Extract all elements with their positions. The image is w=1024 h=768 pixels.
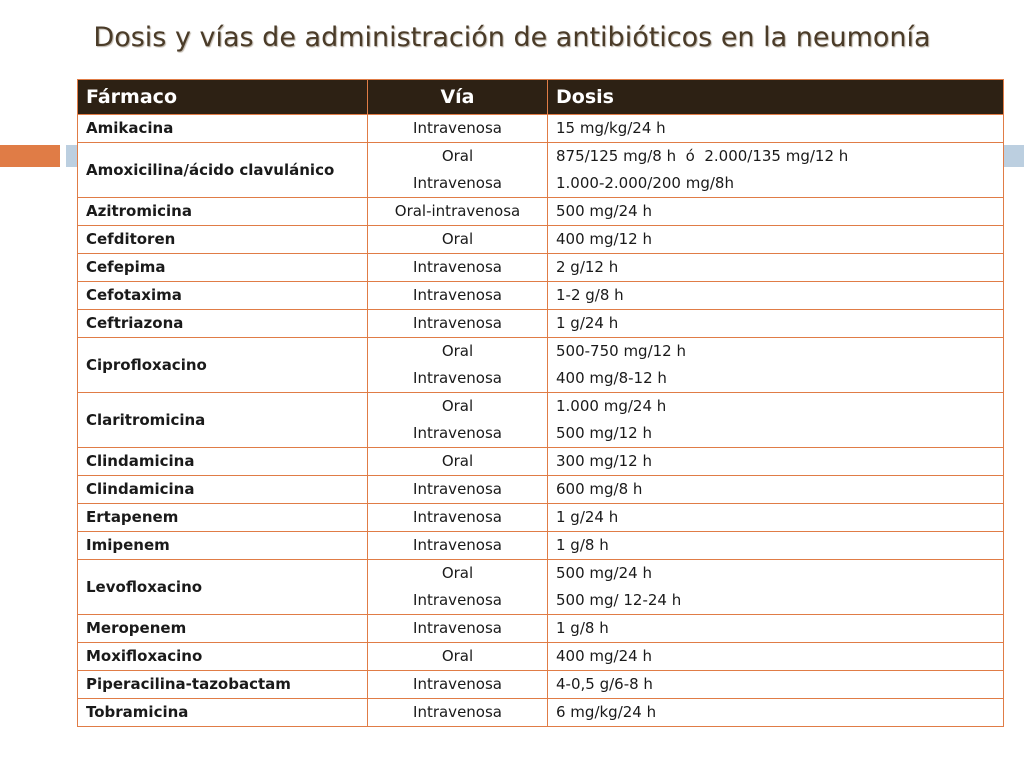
administration-route <box>368 310 548 338</box>
antibiotic-dosage-table <box>77 79 1004 727</box>
table-row <box>78 671 1004 699</box>
route-line: Intravenosa <box>413 369 502 387</box>
drug-name: Cefepima <box>78 254 368 282</box>
drug-name: Azitromicina <box>78 198 368 226</box>
dose <box>548 615 1004 643</box>
route-line: Intravenosa <box>413 424 502 442</box>
drug-name: Ceftriazona <box>78 310 368 338</box>
drug-name: Moxifloxacino <box>78 643 368 671</box>
administration-route <box>368 671 548 699</box>
administration-route <box>368 643 548 671</box>
table-row <box>78 226 1004 254</box>
route-line: Intravenosa <box>413 619 502 637</box>
drug-name: Cefotaxima <box>78 282 368 310</box>
administration-route <box>368 532 548 560</box>
administration-route <box>368 560 548 615</box>
table-row <box>78 560 1004 615</box>
dose-line: 400 mg/24 h <box>556 647 652 665</box>
dose-line: 1-2 g/8 h <box>556 286 624 304</box>
route-line: Intravenosa <box>413 119 502 137</box>
administration-route <box>368 393 548 448</box>
dose-line: 1 g/8 h <box>556 619 609 637</box>
dose-line: 400 mg/12 h <box>556 230 652 248</box>
dose <box>548 699 1004 727</box>
table-row <box>78 643 1004 671</box>
table-row <box>78 532 1004 560</box>
dose <box>548 282 1004 310</box>
route-line: Intravenosa <box>413 258 502 276</box>
drug-name: Tobramicina <box>78 699 368 727</box>
route-line: Oral <box>441 397 474 415</box>
route-line: Oral <box>441 452 474 470</box>
route-line: Intravenosa <box>413 286 502 304</box>
drug-name: Claritromicina <box>78 393 368 448</box>
dose-line: 300 mg/12 h <box>556 452 652 470</box>
drug-name: Ciprofloxacino <box>78 338 368 393</box>
table-row <box>78 393 1004 448</box>
dose-line: 500 mg/24 h <box>556 202 652 220</box>
administration-route <box>368 699 548 727</box>
slide-title: Dosis y vías de administración de antibióticos en la neumonía <box>93 22 931 53</box>
route-line: Oral <box>441 647 474 665</box>
table-row <box>78 615 1004 643</box>
route-line: Intravenosa <box>413 480 502 498</box>
administration-route <box>368 504 548 532</box>
table-row <box>78 143 1004 198</box>
header-via: Vía <box>368 80 548 115</box>
dose-line: 500 mg/12 h <box>556 424 652 442</box>
accent-bar-orange <box>0 145 60 167</box>
dose-line: 2 g/12 h <box>556 258 619 276</box>
route-line: Oral <box>441 564 474 582</box>
dose <box>548 671 1004 699</box>
table-row <box>78 504 1004 532</box>
table-row <box>78 699 1004 727</box>
administration-route <box>368 448 548 476</box>
dose-line: 1 g/24 h <box>556 508 619 526</box>
table-row <box>78 476 1004 504</box>
table-row <box>78 338 1004 393</box>
dose-line: 875/125 mg/8 h ó 2.000/135 mg/12 h <box>556 147 849 165</box>
administration-route <box>368 143 548 198</box>
table-row <box>78 115 1004 143</box>
dose-line: 6 mg/kg/24 h <box>556 703 657 721</box>
drug-name: Meropenem <box>78 615 368 643</box>
dose-line: 500 mg/24 h <box>556 564 652 582</box>
header-farmaco: Fármaco <box>78 80 368 115</box>
administration-route <box>368 198 548 226</box>
dose-line: 500 mg/ 12-24 h <box>556 591 682 609</box>
dose-line: 1.000 mg/24 h <box>556 397 667 415</box>
dose <box>548 504 1004 532</box>
administration-route <box>368 615 548 643</box>
table-row <box>78 448 1004 476</box>
header-dosis: Dosis <box>548 80 1004 115</box>
dose <box>548 532 1004 560</box>
dose <box>548 338 1004 393</box>
route-line: Intravenosa <box>413 174 502 192</box>
dose <box>548 254 1004 282</box>
administration-route <box>368 338 548 393</box>
administration-route <box>368 226 548 254</box>
dose <box>548 476 1004 504</box>
drug-name: Clindamicina <box>78 476 368 504</box>
dose-line: 500-750 mg/12 h <box>556 342 686 360</box>
administration-route <box>368 115 548 143</box>
drug-name: Piperacilina-tazobactam <box>78 671 368 699</box>
drug-name: Clindamicina <box>78 448 368 476</box>
drug-name: Amikacina <box>78 115 368 143</box>
drug-name: Ertapenem <box>78 504 368 532</box>
drug-name: Amoxicilina/ácido clavulánico <box>78 143 368 198</box>
route-line: Oral-intravenosa <box>394 202 521 220</box>
dose <box>548 310 1004 338</box>
dose <box>548 115 1004 143</box>
dose-line: 4-0,5 g/6-8 h <box>556 675 653 693</box>
table-row <box>78 198 1004 226</box>
route-line: Oral <box>441 230 474 248</box>
route-line: Intravenosa <box>413 591 502 609</box>
dose <box>548 393 1004 448</box>
table-row <box>78 310 1004 338</box>
table-row <box>78 254 1004 282</box>
route-line: Intravenosa <box>413 508 502 526</box>
administration-route <box>368 282 548 310</box>
table-row <box>78 282 1004 310</box>
drug-name: Levofloxacino <box>78 560 368 615</box>
administration-route <box>368 254 548 282</box>
dose-line: 1 g/8 h <box>556 536 609 554</box>
dose <box>548 226 1004 254</box>
dose <box>548 448 1004 476</box>
dose-line: 600 mg/8 h <box>556 480 643 498</box>
dose <box>548 143 1004 198</box>
accent-bar-blue-right <box>1004 145 1024 167</box>
dose <box>548 198 1004 226</box>
route-line: Oral <box>441 342 474 360</box>
table-header-row <box>78 80 1004 115</box>
dose <box>548 560 1004 615</box>
route-line: Intravenosa <box>413 314 502 332</box>
dose <box>548 643 1004 671</box>
dose-line: 1.000-2.000/200 mg/8h <box>556 174 734 192</box>
drug-name: Imipenem <box>78 532 368 560</box>
route-line: Oral <box>441 147 474 165</box>
route-line: Intravenosa <box>413 675 502 693</box>
route-line: Intravenosa <box>413 703 502 721</box>
dose-line: 1 g/24 h <box>556 314 619 332</box>
route-line: Intravenosa <box>413 536 502 554</box>
administration-route <box>368 476 548 504</box>
dose-line: 400 mg/8-12 h <box>556 369 667 387</box>
drug-name: Cefditoren <box>78 226 368 254</box>
dose-line: 15 mg/kg/24 h <box>556 119 666 137</box>
